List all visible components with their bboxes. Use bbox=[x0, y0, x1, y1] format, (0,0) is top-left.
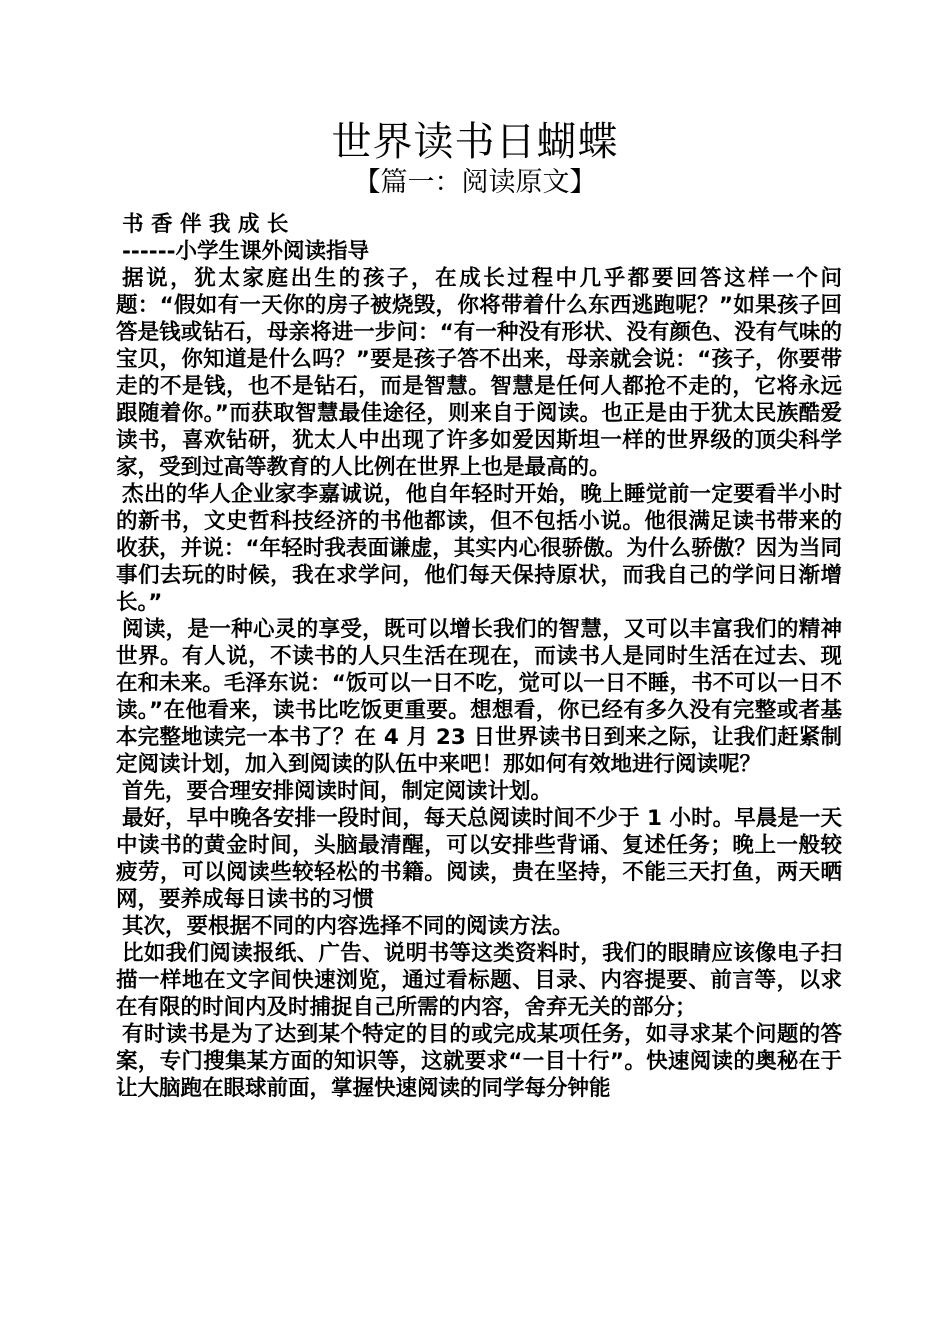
paragraph-7: 比如我们阅读报纸、广告、说明书等这类资料时，我们的眼睛应该像电子扫描一样地在文字间快速浏览，通过看标题、目录、内容提要、前言等，以求在有限的时间内及时捕捉自己所需的内容，舍弃无关的部分； bbox=[116, 941, 842, 1020]
paragraph-8: 有时读书是为了达到某个特定的目的或完成某项任务，如寻求某个问题的答案，专门搜集某方面的知识等，这就要求“一目十行”。快速阅读的奥秘在于让大脑跑在眼球前面，掌握快速阅读的同学每分钟能 bbox=[116, 1022, 842, 1101]
paragraph-2: 杰出的华人企业家李嘉诚说，他自年轻时开始，晚上睡觉前一定要看半小时的新书，文史哲科技经济的书他都读，但不包括小说。他很满足读书带来的收获，并说：“年轻时我表面谦虚，其实内心很骄傲。为什么骄傲？因为当同事们去玩的时候，我在求学问，他们每天保持原状，而我自己的学问日渐增长。” bbox=[116, 482, 842, 615]
document-body bbox=[116, 211, 842, 1102]
article-heading: 书 香 伴 我 成 长 bbox=[122, 212, 289, 237]
article-subheading: ------小学生课外阅读指导 bbox=[122, 239, 370, 264]
paragraph-5: 最好，早中晚各安排一段时间，每天总阅读时间不少于 1 小时。早晨是一天中读书的黄金时间，头脑最清醒，可以安排些背诵、复述任务；晚上一般较疲劳，可以阅读些较轻松的书籍。阅读，贵在坚持，不能三天打鱼，两天晒网，要养成每日读书的习惯 bbox=[116, 806, 842, 912]
paragraph-4: 首先，要合理安排阅读时间，制定阅读计划。 bbox=[122, 779, 553, 804]
document-title: 世界读书日蝴蝶 bbox=[331, 119, 619, 165]
document-subtitle: 【篇一：阅读原文】 bbox=[353, 167, 597, 198]
paragraph-1: 据说，犹太家庭出生的孩子，在成长过程中几乎都要回答这样一个问题：“假如有一天你的房子被烧毁，你将带着什么东西逃跑呢？”如果孩子回答是钱或钻石，母亲将进一步问：“有一种没有形状、没有颜色、没有气味的宝贝，你知道是什么吗？”要是孩子答不出来，母亲就会说：“孩子，你要带走的不是钱，也不是钻石，而是智慧。智慧是任何人都抢不走的，它将永远跟随着你。”而获取智慧最佳途径，则来自于阅读。也正是由于犹太民族酷爱读书，喜欢钻研，犹太人中出现了许多如爱因斯坦一样的世界级的顶尖科学家，受到过高等教育的人比例在世界上也是最高的。 bbox=[116, 266, 842, 480]
paragraph-3: 阅读，是一种心灵的享受，既可以增长我们的智慧，又可以丰富我们的精神世界。有人说，不读书的人只生活在现在，而读书人是同时生活在过去、现在和未来。毛泽东说：“饭可以一日不吃，觉可以一日不睡，书不可以一日不读。”在他看来，读书比吃饭更重要。想想看，你已经有多久没有完整或者基本完整地读完一本书了？在 4 月 23 日世界读书日到来之际，让我们赶紧制定阅读计划，加入到阅读的队伍中来吧！那如何有效地进行阅读呢？ bbox=[116, 617, 842, 777]
paragraph-6: 其次，要根据不同的内容选择不同的阅读方法。 bbox=[122, 914, 574, 939]
